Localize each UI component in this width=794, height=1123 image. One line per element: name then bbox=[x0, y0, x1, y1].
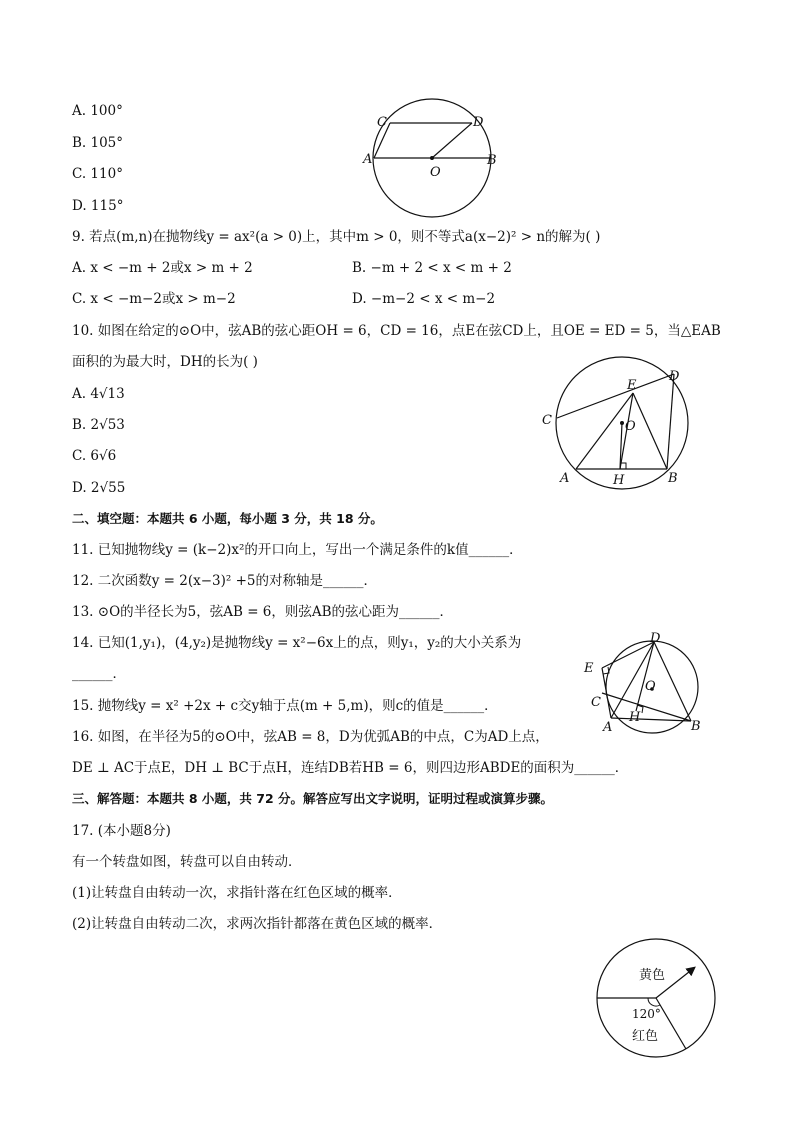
q17-part1: (1)让转盘自由转动一次，求指针落在红色区域的概率． bbox=[72, 885, 402, 901]
spinner-figure bbox=[594, 942, 724, 1067]
fig16-label-a: A bbox=[603, 720, 613, 735]
fig10-label-b: B bbox=[668, 471, 678, 486]
q9-option-b: B. −m + 2 < x < m + 2 bbox=[352, 260, 512, 276]
q14-line2: ______． bbox=[72, 666, 126, 682]
q17-intro: 有一个转盘如图，转盘可以自由转动． bbox=[72, 854, 302, 870]
fig10-label-h: H bbox=[613, 473, 625, 488]
q15-text: 15. 抛物线y = x² +2x + c交y轴于点(m + 5,m)，则c的值是______． bbox=[72, 698, 498, 714]
q16-line2: DE ⊥ AC于点E，DH ⊥ BC于点H，连结DB若HB = 6，则四边形ABDE的面积为______． bbox=[72, 760, 629, 776]
q8-option-a: A. 100° bbox=[72, 103, 123, 119]
q10-option-c: C. 6√6 bbox=[72, 448, 117, 464]
q17-part2: (2)让转盘自由转动二次，求两次指针都落在黄色区域的概率． bbox=[72, 916, 443, 932]
fig8-label-o: O bbox=[430, 165, 441, 180]
q8-circle-figure bbox=[360, 102, 510, 222]
fig8-label-a: A bbox=[363, 152, 373, 167]
q12-text: 12. 二次函数y = 2(x−3)² +5的对称轴是______． bbox=[72, 573, 378, 589]
fig10-label-c: C bbox=[542, 413, 552, 428]
fig8-label-d: D bbox=[473, 115, 484, 130]
q9-option-d: D. −m−2 < x < m−2 bbox=[352, 291, 496, 307]
fig8-label-b: B bbox=[487, 153, 497, 168]
section-fill-in-heading: 二、填空题：本题共 6 小题，每小题 3 分，共 18 分。 bbox=[72, 511, 383, 526]
q10-circle-figure bbox=[536, 362, 696, 490]
fig16-label-o: O bbox=[645, 679, 656, 694]
q8-option-c: C. 110° bbox=[72, 166, 123, 182]
q14-line1: 14. 已知(1,y₁)，(4,y₂)是抛物线y = x²−6x上的点，则y₁，y₂的大小关系为 bbox=[72, 635, 522, 651]
fig16-label-h: H bbox=[629, 710, 641, 725]
q16-circle-figure bbox=[577, 632, 707, 742]
q10-option-b: B. 2√53 bbox=[72, 417, 125, 433]
fig8-label-c: C bbox=[377, 115, 387, 130]
q16-line1: 16. 如图，在半径为5的⊙O中，弦AB = 8，D为优弧AB的中点，C为AD上点， bbox=[72, 729, 549, 745]
q10-option-a: A. 4√13 bbox=[72, 386, 125, 402]
fig16-label-b: B bbox=[691, 719, 701, 734]
spinner-red-label: 红色 bbox=[632, 1029, 659, 1044]
fig10-label-e: E bbox=[627, 378, 637, 393]
fig10-label-a: A bbox=[560, 471, 570, 486]
q11-text: 11. 已知抛物线y = (k−2)x²的开口向上，写出一个满足条件的k值______． bbox=[72, 542, 523, 558]
q9-option-a: A. x < −m + 2或x > m + 2 bbox=[72, 260, 253, 276]
fig10-label-o: O bbox=[625, 419, 636, 434]
fig16-label-e: E bbox=[584, 661, 594, 676]
q17-title: 17. (本小题8分) bbox=[72, 823, 171, 839]
fig16-label-c: C bbox=[591, 695, 601, 710]
q10-stem-line1: 10. 如图在给定的⊙O中，弦AB的弦心距OH = 6，CD = 16，点E在弦CD上，且OE = ED = 5，当△EAB bbox=[72, 323, 721, 339]
section-solution-heading: 三、解答题：本题共 8 小题，共 72 分。解答应写出文字说明，证明过程或演算步骤。 bbox=[72, 791, 554, 806]
q10-stem-line2: 面积的为最大时，DH的长为( ) bbox=[72, 354, 258, 370]
fig16-label-d: D bbox=[650, 631, 661, 646]
q9-stem: 9. 若点(m,n)在抛物线y = ax²(a > 0)上，其中m > 0，则不等式a(x−2)² > n的解为( ) bbox=[72, 229, 601, 245]
q10-option-d: D. 2√55 bbox=[72, 480, 126, 496]
spinner-angle-label: 120° bbox=[632, 1007, 661, 1021]
fig10-label-d: D bbox=[669, 369, 680, 384]
spinner-yellow-label: 黄色 bbox=[639, 968, 666, 983]
q8-option-b: B. 105° bbox=[72, 135, 124, 151]
q8-option-d: D. 115° bbox=[72, 198, 124, 214]
q13-text: 13. ⊙O的半径长为5，弦AB = 6，则弦AB的弦心距为______． bbox=[72, 604, 454, 620]
q9-option-c: C. x < −m−2或x > m−2 bbox=[72, 291, 236, 307]
